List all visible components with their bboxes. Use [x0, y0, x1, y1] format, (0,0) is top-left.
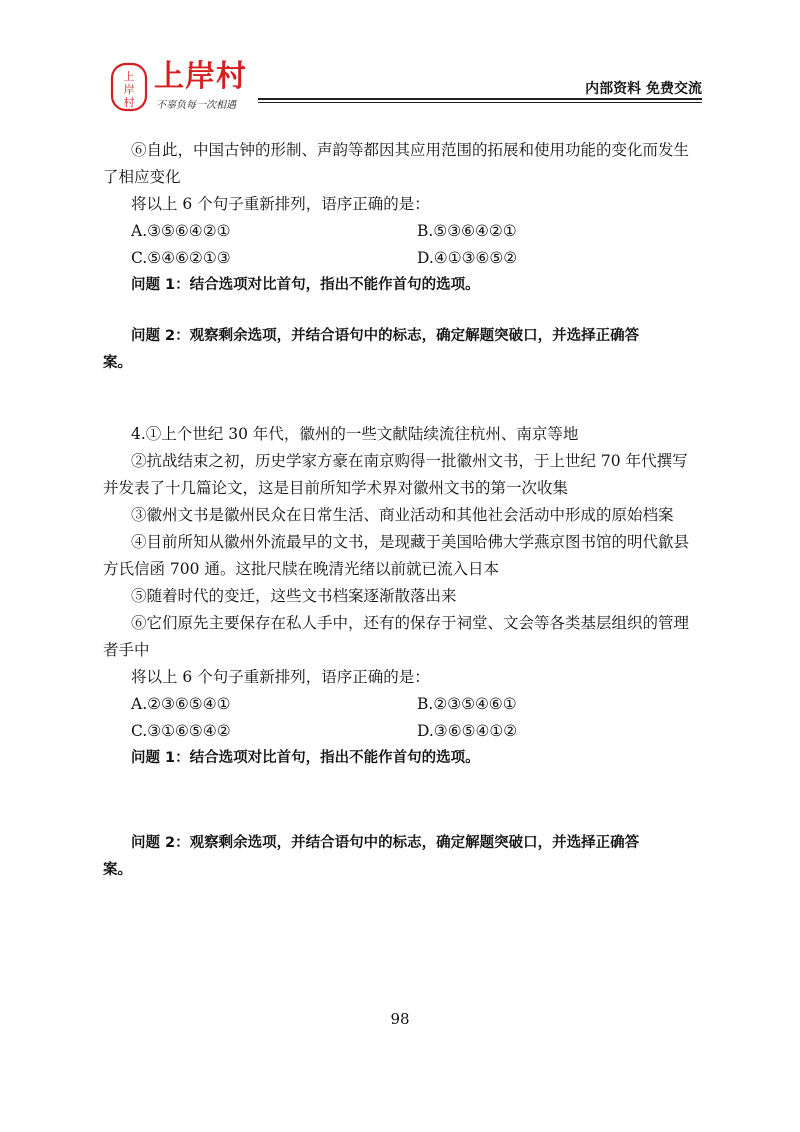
sentence-text: ⑤随着时代的变迁，这些文书档案逐渐散落出来: [131, 587, 457, 605]
question-prompt: 将以上 6 个句子重新排列，语序正确的是：: [131, 668, 430, 686]
option-d: D.③⑥⑤④①②: [417, 722, 518, 740]
sentence-text: 4.①上个世纪 30 年代，徽州的一些文献陆续流往杭州、南京等地: [131, 425, 579, 443]
logo-slogan: 不辜负每一次相遇: [156, 100, 236, 111]
svg-text:岸: 岸: [123, 83, 135, 96]
guide-question-2-cont: 案。: [103, 862, 132, 878]
sentence-text: 者手中: [103, 641, 150, 659]
document-body: [103, 137, 703, 884]
option-b: B.⑤③⑥④②①: [417, 222, 517, 240]
header-divider: [258, 98, 702, 100]
sentence-text: ⑥它们原先主要保存在私人手中，还有的保存于祠堂、文会等各类基层组织的管理: [131, 614, 690, 632]
page-header: [110, 58, 702, 116]
sentence-text: 并发表了十几篇论文，这是目前所知学术界对徽州文书的第一次收集: [103, 479, 569, 497]
header-divider-thin: [258, 102, 702, 103]
header-label: 内部资料 免费交流: [585, 81, 702, 97]
svg-text:村: 村: [123, 96, 135, 109]
sentence-text: ④目前所知从徽州外流最早的文书，是现藏于美国哈佛大学燕京图书馆的明代歙县: [131, 533, 690, 551]
sentence-text: 方氏信函 700 通。这批尺牍在晚清光绪以前就已流入日本: [103, 560, 499, 578]
svg-text:上: 上: [123, 70, 135, 83]
question-prompt: 将以上 6 个句子重新排列，语序正确的是：: [131, 195, 430, 213]
guide-question-2-cont: 案。: [103, 355, 132, 371]
options-row: [103, 218, 703, 245]
sentence-text: ②抗战结束之初，历史学家方豪在南京购得一批徽州文书，于上世纪 70 年代撰写: [131, 452, 688, 470]
options-row: [103, 718, 703, 745]
option-c: C.⑤④⑥②①③: [131, 249, 231, 267]
option-a: A.②③⑥⑤④①: [131, 695, 231, 713]
page-number: 98: [390, 1010, 410, 1028]
options-row: [103, 245, 703, 272]
options-row: [103, 691, 703, 718]
guide-question-2: 问题 2：观察剩余选项，并结合语句中的标志，确定解题突破口，并选择正确答: [131, 835, 640, 851]
sentence-text: 了相应变化: [103, 168, 181, 186]
guide-question-1: 问题 1：结合选项对比首句，指出不能作首句的选项。: [131, 277, 480, 293]
option-b: B.②③⑤④⑥①: [417, 695, 517, 713]
sentence-text: ③徽州文书是徽州民众在日常生活、商业活动和其他社会活动中形成的原始档案: [131, 506, 674, 524]
guide-question-2: 问题 2：观察剩余选项，并结合语句中的标志，确定解题突破口，并选择正确答: [131, 328, 640, 344]
option-c: C.③①⑥⑤④②: [131, 722, 231, 740]
guide-question-1: 问题 1：结合选项对比首句，指出不能作首句的选项。: [131, 750, 480, 766]
logo-name: 上岸村: [154, 59, 247, 94]
option-d: D.④①③⑥⑤②: [417, 249, 518, 267]
logo-seal-icon: [110, 62, 148, 112]
option-a: A.③⑤⑥④②①: [131, 222, 231, 240]
sentence-text: ⑥自此，中国古钟的形制、声韵等都因其应用范围的拓展和使用功能的变化而发生: [131, 141, 690, 159]
